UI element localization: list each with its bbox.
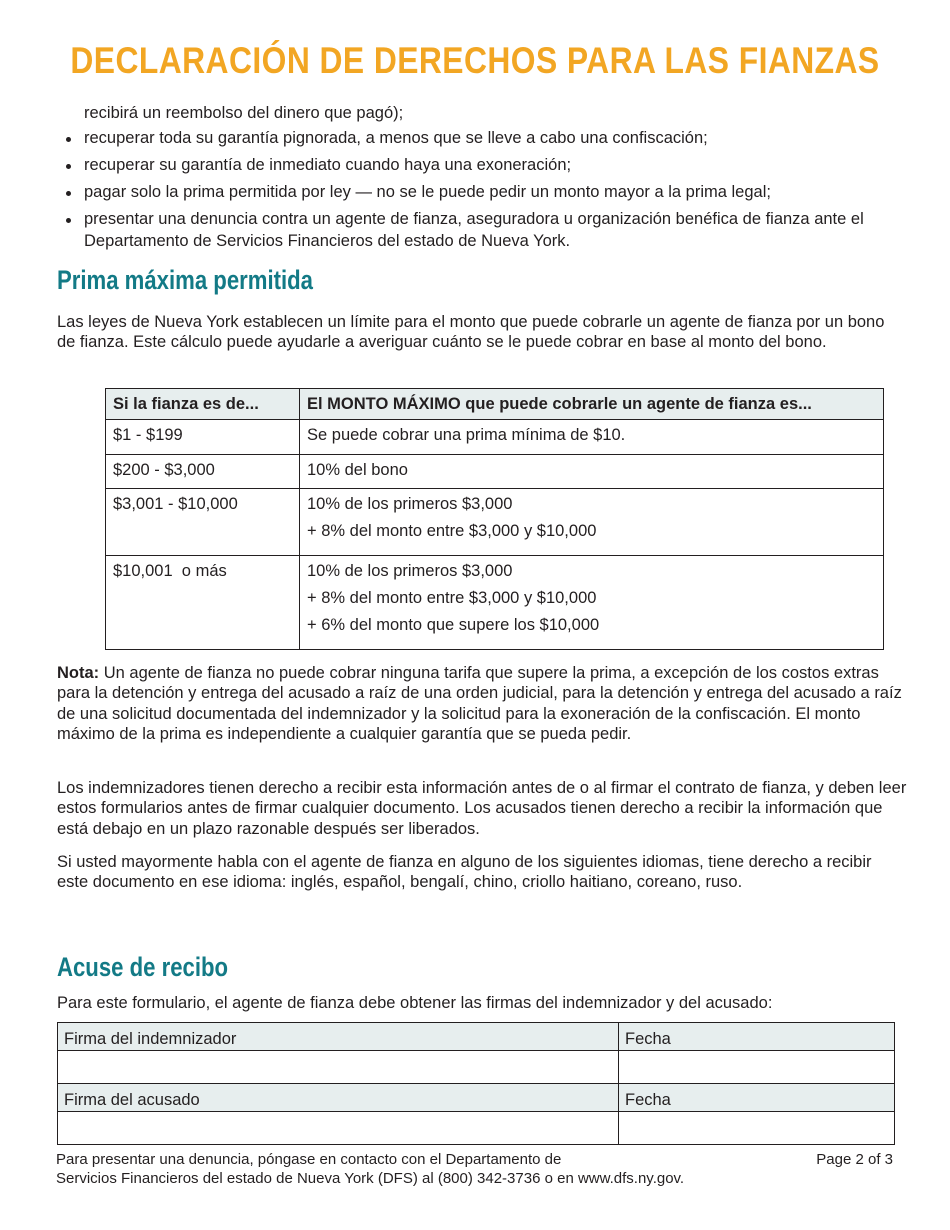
indemnizador-signature-field[interactable] [58, 1051, 619, 1084]
signature-label-row [58, 1084, 895, 1112]
note-paragraph [57, 663, 907, 744]
bullet-continuation: recibirá un reembolso del dinero que pagó); [84, 104, 404, 122]
footer-line: Servicios Financieros del estado de Nueva York (DFS) al (800) 342-3736 o en www.dfs.ny.gov. [56, 1170, 685, 1187]
amount-line: Se puede cobrar una prima mínima de $10. [307, 426, 626, 444]
footer-contact [56, 1150, 684, 1188]
page-title: DECLARACIÓN DE DERECHOS PARA LAS FIANZAS [70, 40, 880, 81]
table-cell-amount [300, 489, 884, 556]
table-row [106, 556, 884, 650]
signature-label: Firma del indemnizador [58, 1023, 619, 1051]
signature-entry-row [58, 1112, 895, 1145]
table-cell-range: $200 - $3,000 [106, 455, 300, 489]
note-label: Nota: [57, 664, 100, 682]
table-cell-range: $3,001 - $10,000 [106, 489, 300, 556]
list-item: recuperar su garantía de inmediato cuando haya una exoneración; [57, 155, 907, 177]
prima-intro: Las leyes de Nueva York establecen un límite para el monto que puede cobrarle un agente de fianza por un bono de fianza. Este cálculo puede ayudarle a averiguar cuánto se le puede cobrar en base al monto del bono. [57, 313, 885, 352]
acusado-signature-field[interactable] [58, 1112, 619, 1145]
table-cell-amount [300, 455, 884, 489]
table-row [106, 489, 884, 556]
amount-line: 10% de los primeros $3,000 [307, 562, 513, 580]
table-cell-range: $1 - $199 [106, 420, 300, 455]
section-heading-prima: Prima máxima permitida [57, 265, 313, 295]
idiomas-paragraph: Si usted mayormente habla con el agente de fianza en alguno de los siguientes idiomas, tiene derecho a recibir este documento en ese idioma: inglés, español, bengalí, chino, criollo haitiano, coreano, ruso. [57, 853, 872, 892]
table-row [106, 455, 884, 489]
list-item: recuperar toda su garantía pignorada, a menos que se lleve a cabo una confiscación; [57, 128, 907, 150]
date-label: Fecha [619, 1023, 895, 1051]
amount-line: 10% del bono [307, 461, 408, 479]
table-cell-amount [300, 556, 884, 650]
page-number: Page 2 of 3 [816, 1151, 893, 1168]
table-cell-amount [300, 420, 884, 455]
rights-list [57, 128, 907, 258]
indemnizador-date-field[interactable] [619, 1051, 895, 1084]
amount-line: 10% de los primeros $3,000 [307, 495, 513, 513]
table-header-row [106, 389, 884, 420]
amount-line: + 6% del monto que supere los $10,000 [307, 616, 600, 634]
indemnizadores-paragraph: Los indemnizadores tienen derecho a recibir esta información antes de o al firmar el contrato de fianza, y deben leer estos formularios antes de firmar cualquier documento. Los acusados tienen derecho a recibir la información que está debajo en un plazo razonable después ser liberados. [57, 779, 907, 838]
amount-line: + 8% del monto entre $3,000 y $10,000 [307, 589, 597, 607]
table-header: Si la fianza es de... [106, 389, 300, 420]
table-row [106, 420, 884, 455]
section-heading-acuse: Acuse de recibo [57, 952, 229, 982]
footer-line: Para presentar una denuncia, póngase en contacto con el Departamento de [56, 1151, 562, 1168]
table-header: El MONTO MÁXIMO que puede cobrarle un agente de fianza es... [300, 389, 884, 420]
table-cell-range: $10,001 o más [106, 556, 300, 650]
amount-line: + 8% del monto entre $3,000 y $10,000 [307, 522, 597, 540]
list-item: presentar una denuncia contra un agente de fianza, aseguradora u organización benéfica de fianza ante el Departamento de Servicios Financieros del estado de Nueva York. [57, 209, 907, 252]
signature-label: Firma del acusado [58, 1084, 619, 1112]
signature-label-row [58, 1023, 895, 1051]
acusado-date-field[interactable] [619, 1112, 895, 1145]
acuse-intro: Para este formulario, el agente de fianza debe obtener las firmas del indemnizador y del acusado: [57, 994, 773, 1012]
date-label: Fecha [619, 1084, 895, 1112]
list-item: pagar solo la prima permitida por ley — no se le puede pedir un monto mayor a la prima legal; [57, 182, 907, 204]
premium-table [105, 388, 884, 650]
note-text: Un agente de fianza no puede cobrar ninguna tarifa que supere la prima, a excepción de los costos extras para la detención y entrega del acusado a raíz de una orden judicial, para la detención y entrega del acusado a raíz de una solicitud documentada del indemnizador y la solicitud para la exoneración de la confiscación. El monto máximo de la prima es independiente a cualquier garantía que se pueda pedir. [57, 664, 902, 743]
signature-table [57, 1022, 895, 1145]
signature-entry-row [58, 1051, 895, 1084]
